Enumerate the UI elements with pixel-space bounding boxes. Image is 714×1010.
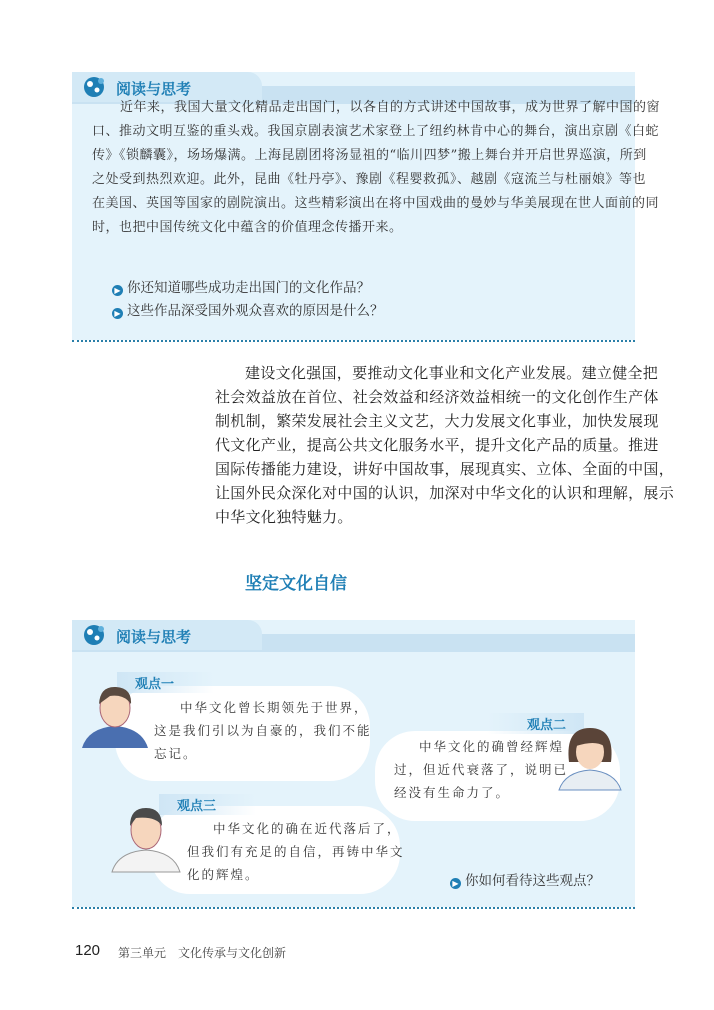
view-text: 中华文化的确在近代落后了，: [213, 821, 402, 836]
body-line: 制机制，繁荣发展社会主义文艺，大力发展文化事业，加快发展现: [215, 412, 659, 430]
body-line: 代文化产业，提高公共文化服务水平，提升文化产品的质量。推进: [215, 436, 659, 454]
question-item: [450, 869, 600, 889]
young-man-avatar-icon: [110, 800, 182, 874]
bullet-arrow-icon: ▶: [112, 285, 123, 296]
view-label: 观点三: [159, 794, 256, 815]
dotted-divider: [72, 907, 635, 909]
page-number: 120: [75, 942, 101, 959]
reading-logo-icon: [82, 623, 108, 647]
text-line: 之处受到热烈欢迎。此外，昆曲《牡丹亭》、豫剧《程婴救孤》、越剧《寇流兰与杜丽娘》等也: [92, 172, 647, 187]
view-text: 忘记。: [154, 746, 198, 761]
dotted-divider: [72, 340, 635, 342]
body-line: 国际传播能力建设，讲好中国故事，展现真实、立体、全面的中国，: [215, 460, 675, 478]
view-text: 过，但近代衰落了，说明已: [394, 762, 569, 777]
text-line: 口、推动文明互鉴的重头戏。我国京剧表演艺术家登上了纽约林肯中心的舞台，演出京剧《白蛇: [92, 124, 660, 139]
view-text: 化的辉煌。: [187, 867, 260, 882]
question-item: [112, 299, 384, 319]
question-text: 你如何看待这些观点？: [465, 873, 600, 889]
view-label: 观点一: [117, 672, 214, 693]
view-text: 这是我们引以为自豪的，我们不能: [154, 723, 372, 738]
box-title: 阅读与思考: [116, 80, 192, 98]
view-text: 但我们有充足的自信，再铸中华文: [187, 844, 405, 859]
body-line: 让国外民众深化对中国的认识，加深对中华文化的认识和理解，展示: [215, 484, 675, 502]
question-text: 这些作品深受国外观众喜欢的原因是什么？: [127, 303, 384, 319]
reading-box-2: [72, 620, 635, 907]
reading-logo-icon: [82, 75, 108, 99]
view-text: 中华文化的确曾经辉煌: [419, 739, 565, 754]
running-footer: 第三单元 文化传承与文化创新: [118, 946, 287, 960]
body-line: 社会效益放在首位、社会效益和经济效益相统一的文化创作生产体: [215, 388, 659, 406]
text-line: 时，也把中国传统文化中蕴含的价值理念传播开来。: [92, 220, 403, 235]
bullet-arrow-icon: ▶: [450, 878, 461, 889]
body-line: 建设文化强国，要推动文化事业和文化产业发展。建立健全把: [245, 364, 659, 382]
question-item: [112, 276, 370, 296]
text-line: 传》《锁麟囊》，场场爆满。上海昆剧团将汤显祖的“临川四梦”搬上舞台并开启世界巡演，所到: [92, 148, 647, 163]
bullet-arrow-icon: ▶: [112, 308, 123, 319]
text-line: 近年来，我国大量文化精品走出国门，以各自的方式讲述中国故事，成为世界了解中国的窗: [120, 100, 661, 115]
body-line: 中华文化独特魅力。: [215, 508, 353, 526]
girl-avatar-icon: [555, 722, 625, 792]
view-label: 观点二: [487, 713, 584, 734]
reading-box-1: [72, 72, 661, 340]
view-text: 中华文化曾长期领先于世界，: [180, 700, 369, 715]
question-text: 你还知道哪些成功走出国门的文化作品？: [127, 280, 370, 296]
view-text: 经没有生命力了。: [394, 785, 511, 800]
section-heading: 坚定文化自信: [245, 574, 347, 594]
text-line: 在美国、英国等国家的剧院演出。这些精彩演出在将中国戏曲的曼妙与华美展现在世人面前的同: [92, 196, 660, 211]
boy-avatar-icon: [80, 680, 150, 750]
box-title: 阅读与思考: [116, 628, 192, 646]
